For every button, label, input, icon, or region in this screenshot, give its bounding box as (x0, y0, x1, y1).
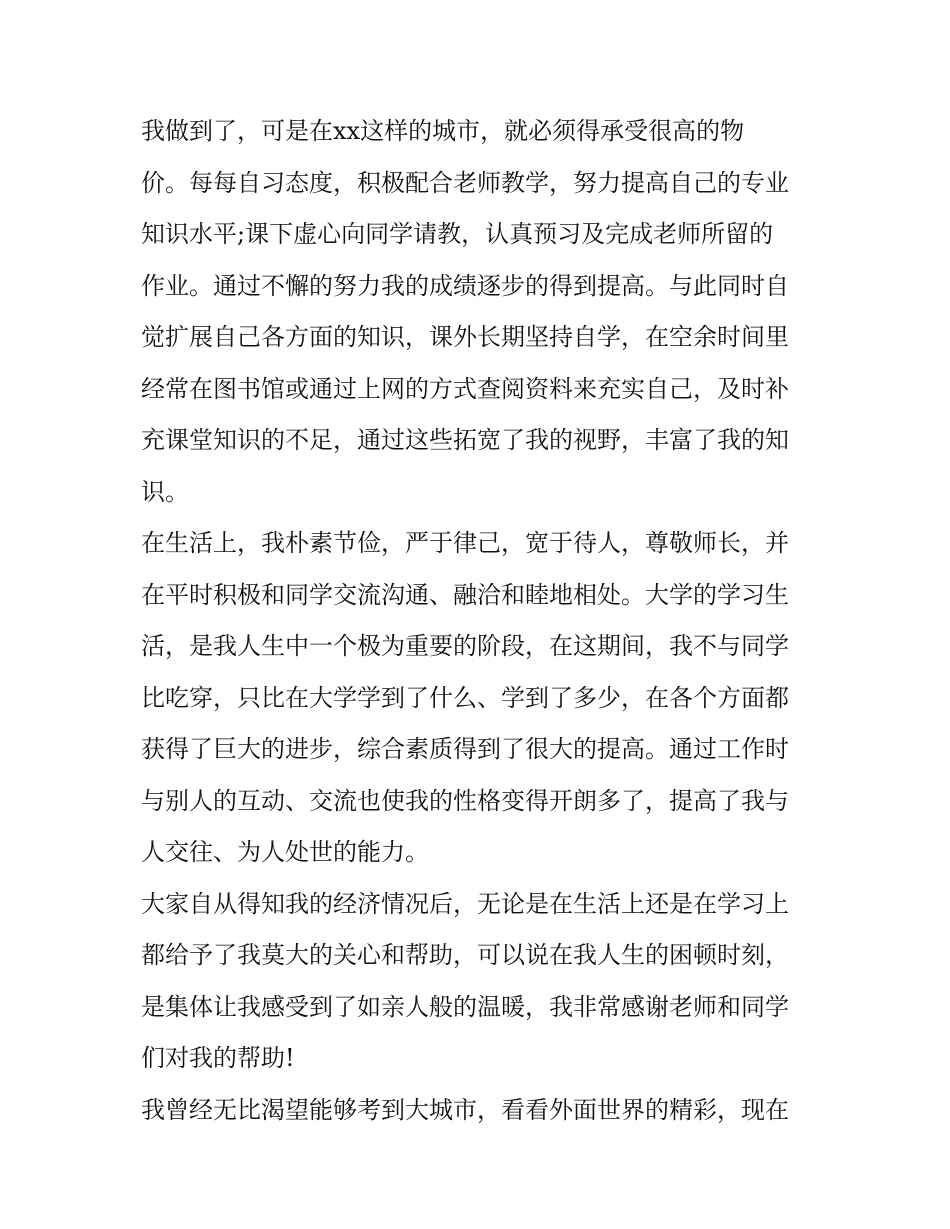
text-line: 经常在图书馆或通过上网的方式查阅资料来充实自己，及时补 (141, 374, 789, 403)
text-line: 充课堂知识的不足，通过这些拓宽了我的视野，丰富了我的知 (141, 426, 789, 454)
text-line: 我做到了，可是在xx这样的城市，就必须得承受很高的物 (141, 117, 745, 145)
text-line: 获得了巨大的进步，综合素质得到了很大的提高。通过工作时 (141, 735, 789, 763)
text-line: 们对我的帮助! (141, 1044, 295, 1072)
text-line: 作业。通过不懈的努力我的成绩逐步的得到提高。与此同时自 (141, 271, 789, 300)
body-text (141, 106, 821, 1136)
text-line: 是集体让我感受到了如亲人般的温暖，我非常感谢老师和同学 (141, 992, 789, 1021)
text-line: 我曾经无比渴望能够考到大城市，看看外面世界的精彩，现在 (141, 1095, 789, 1124)
text-line: 在平时积极和同学交流沟通、融洽和睦地相处。大学的学习生 (141, 580, 789, 609)
text-line: 价。每每自习态度，积极配合老师教学，努力提高自己的专业 (141, 168, 789, 197)
text-line: 觉扩展自己各方面的知识，课外长期坚持自学，在空余时间里 (141, 323, 789, 351)
text-line: 在生活上，我朴素节俭，严于律己，宽于待人，尊敬师长，并 (141, 529, 789, 557)
text-line: 都给予了我莫大的关心和帮助，可以说在我人生的困顿时刻， (141, 941, 789, 969)
text-line: 识。 (141, 477, 189, 506)
text-line: 比吃穿，只比在大学学到了什么、学到了多少，在各个方面都 (141, 683, 789, 712)
text-line: 大家自从得知我的经济情况后，无论是在生活上还是在学习上 (141, 889, 789, 918)
text-line: 与别人的互动、交流也使我的性格变得开朗多了，提高了我与 (141, 786, 789, 815)
text-line: 人交往、为人处世的能力。 (141, 838, 429, 866)
text-line: 知识水平;课下虚心向同学请教，认真预习及完成老师所留的 (141, 220, 774, 248)
text-line: 活，是我人生中一个极为重要的阶段，在这期间，我不与同学 (141, 632, 789, 660)
